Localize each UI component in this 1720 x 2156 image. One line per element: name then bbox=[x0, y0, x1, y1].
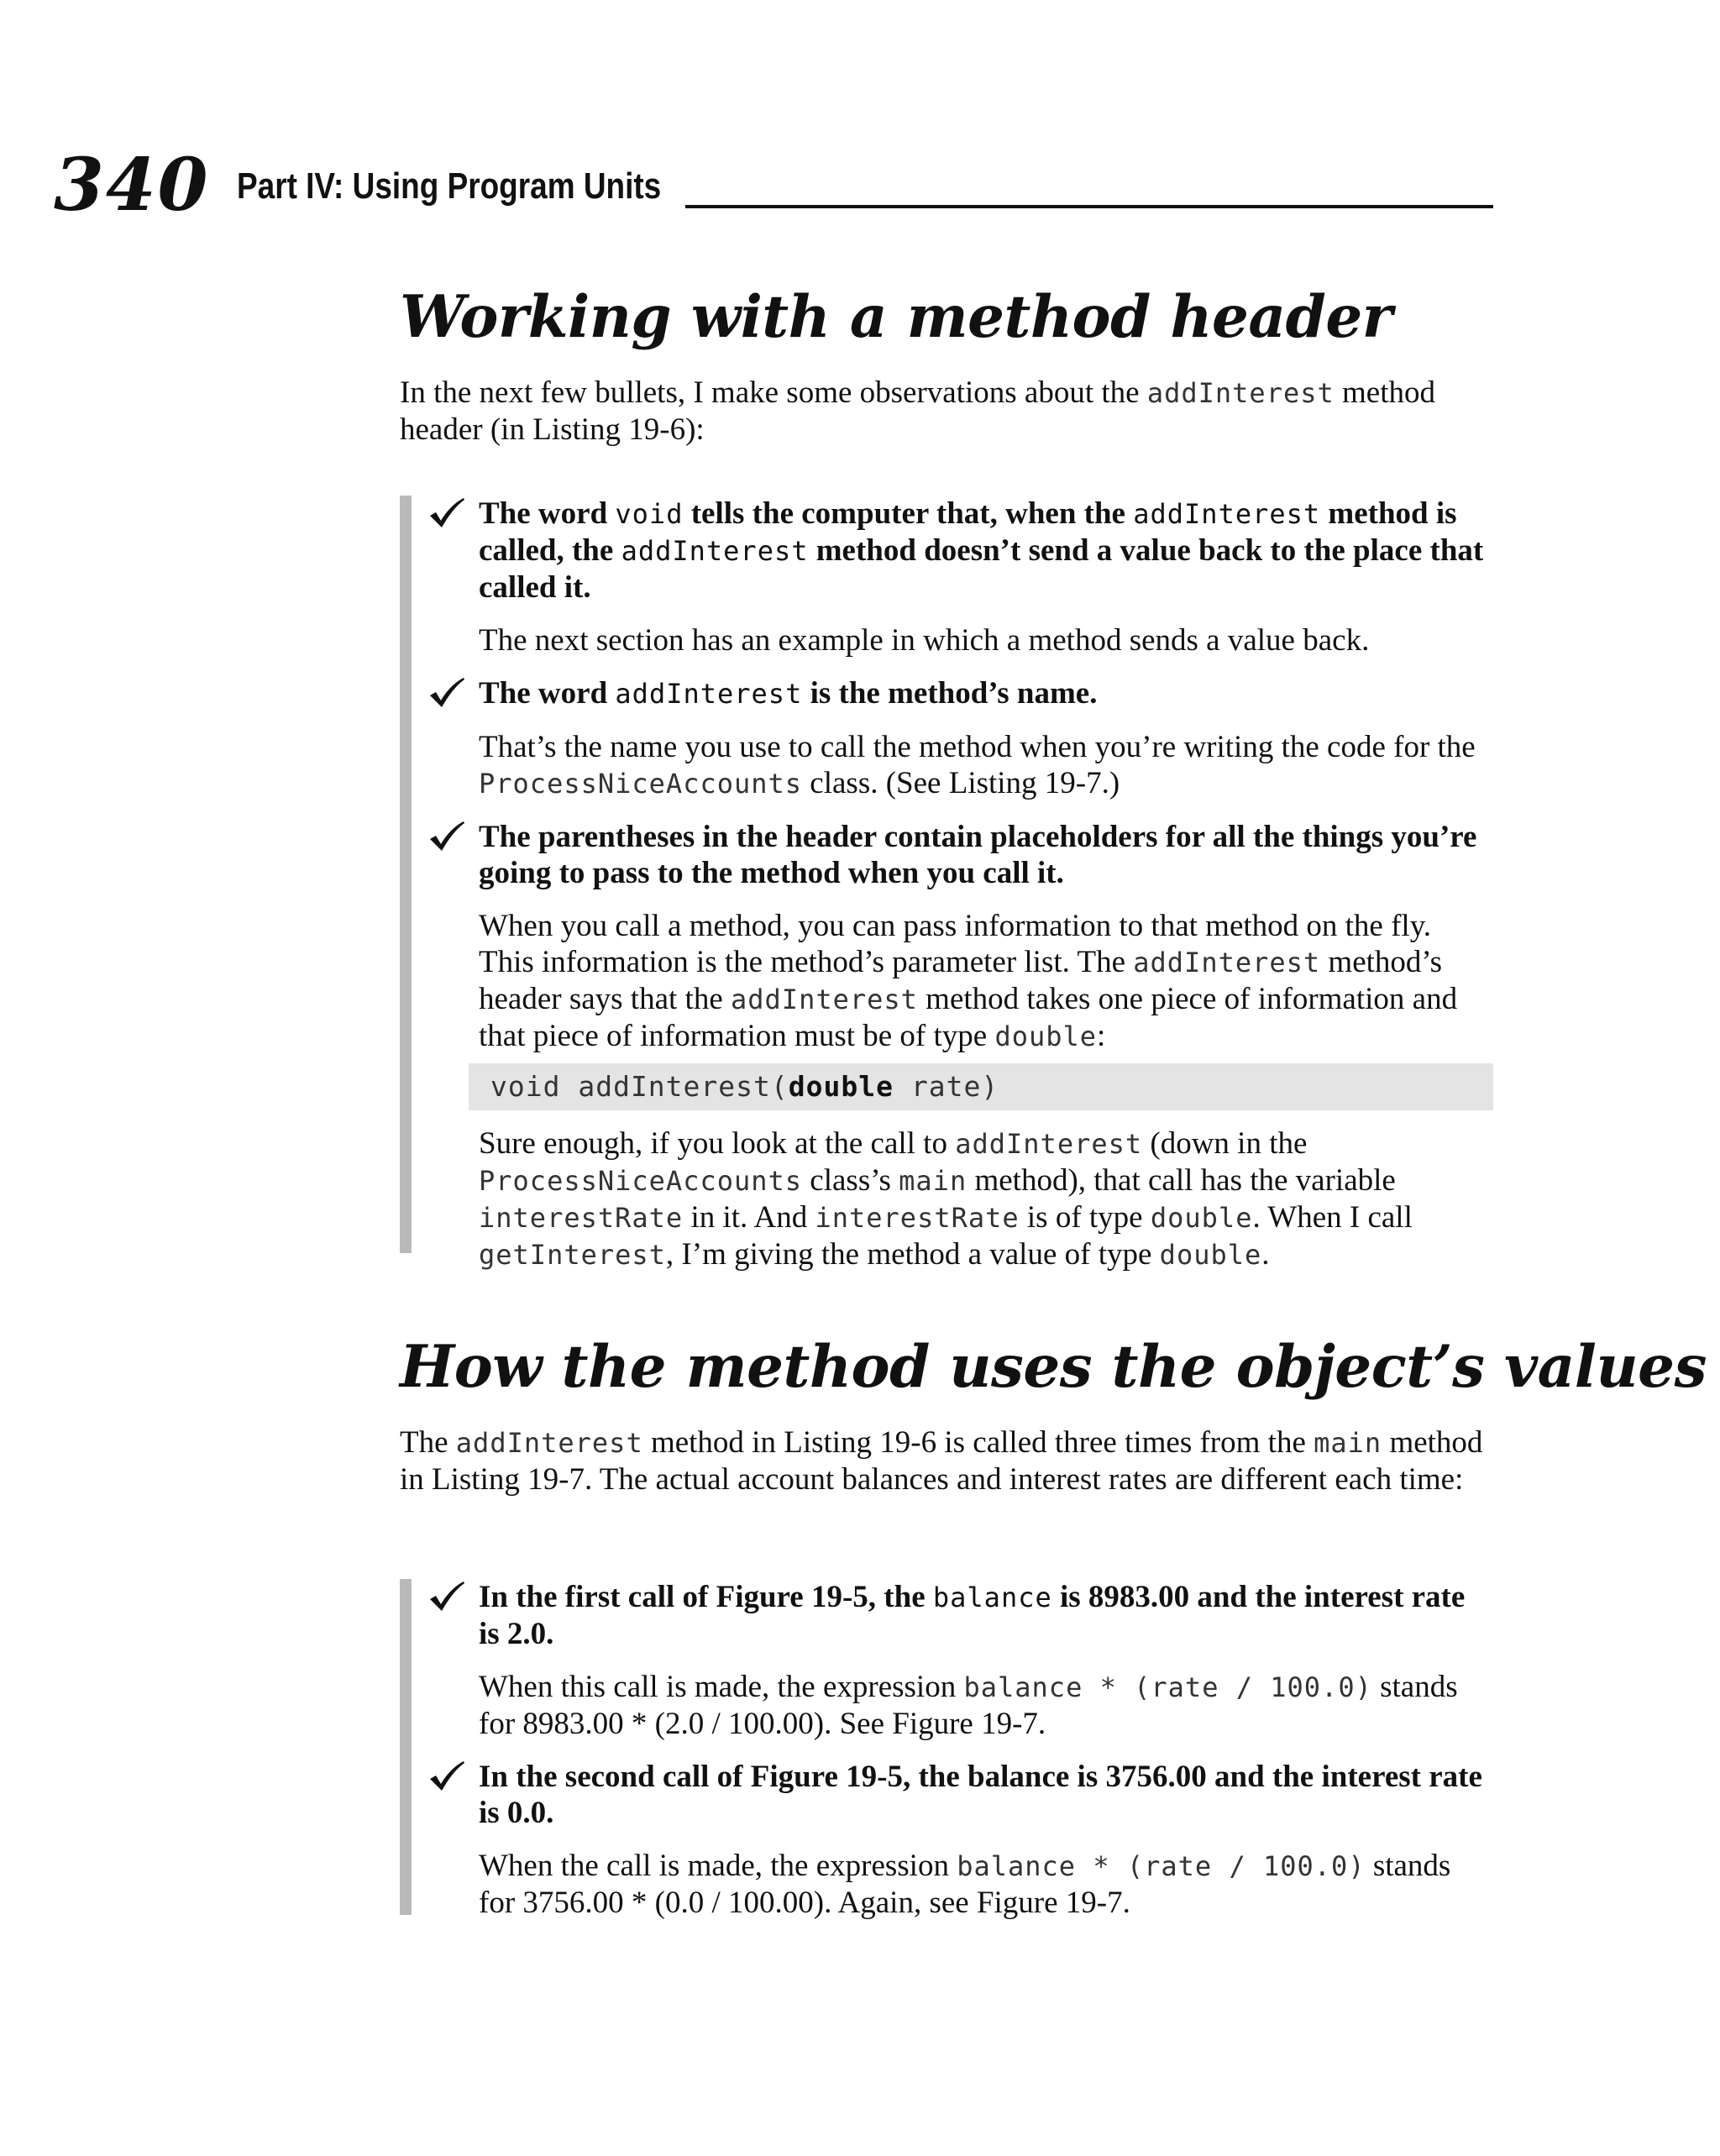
text-run: . bbox=[1261, 1237, 1270, 1272]
text-run: tells the computer that, when the bbox=[683, 496, 1134, 531]
text-run: In the first call of Figure 19-5, the bbox=[479, 1580, 933, 1614]
section-title: Working with a method header bbox=[400, 283, 1392, 351]
text-run: is of type bbox=[1019, 1200, 1151, 1235]
code-keyword: double bbox=[788, 1070, 894, 1103]
text-run: When the call is made, the expression bbox=[479, 1849, 957, 1883]
code-run: addInterest bbox=[621, 535, 809, 567]
list-item bbox=[479, 675, 1493, 802]
text-run: is the method’s name. bbox=[802, 676, 1098, 711]
text-run: class’s bbox=[802, 1163, 899, 1198]
list-item bbox=[479, 1579, 1493, 1742]
text-run: class. (See Listing 19-7.) bbox=[802, 766, 1120, 800]
text-run: Sure enough, if you look at the call to bbox=[479, 1126, 956, 1161]
code-run: main bbox=[1314, 1426, 1382, 1459]
list-item bbox=[479, 496, 1493, 658]
code-run: addInterest bbox=[955, 1128, 1143, 1160]
code-run: interestRate bbox=[815, 1202, 1020, 1234]
text-run: When this call is made, the expression bbox=[479, 1670, 964, 1704]
text-run: method), that call has the variable bbox=[967, 1163, 1396, 1198]
bullet-body bbox=[479, 729, 1493, 802]
text-run: method in Listing 19-6 is called three times from the bbox=[642, 1424, 1314, 1460]
code-run: double bbox=[1159, 1239, 1262, 1271]
running-header bbox=[54, 126, 1493, 227]
bullet-list bbox=[400, 496, 1493, 1272]
text-run: method’s header says that the bbox=[479, 945, 1443, 1016]
section-intro bbox=[400, 1424, 1493, 1498]
check-mark-icon bbox=[428, 1579, 465, 1613]
section-title: How the method uses the object’s values bbox=[400, 1333, 1707, 1401]
code-run: addInterest bbox=[731, 984, 918, 1015]
bullet-body bbox=[479, 908, 1493, 1055]
text-run: The word bbox=[479, 676, 616, 711]
text-run: In the next few bullets, I make some observations about the bbox=[400, 375, 1147, 410]
code-run: main bbox=[899, 1165, 968, 1197]
bullet-lead bbox=[479, 675, 1493, 712]
code-run: rate) bbox=[893, 1070, 999, 1103]
text-run: That’s the name you use to call the method when you’re writing the code for the bbox=[479, 730, 1476, 764]
code-run: ProcessNiceAccounts bbox=[479, 768, 803, 800]
text-run: When you call a method, you can pass information to that method on the fly. This information is the method’s parameter list. The bbox=[479, 909, 1432, 979]
bullet-lead: In the second call of Figure 19-5, the balance is 3756.00 and the interest rate is 0.0. bbox=[479, 1760, 1482, 1830]
bullet-body bbox=[479, 1848, 1493, 1921]
check-mark-icon bbox=[428, 819, 465, 852]
code-run: ProcessNiceAccounts bbox=[479, 1165, 803, 1197]
code-run: void addInterest( bbox=[490, 1070, 789, 1103]
part-title: Part IV: Using Program Units bbox=[237, 165, 662, 207]
code-run: addInterest bbox=[1146, 376, 1335, 409]
code-run: addInterest bbox=[1133, 498, 1321, 530]
list-item bbox=[479, 1759, 1493, 1921]
bullet-lead bbox=[479, 1579, 1493, 1652]
code-run: addInterest bbox=[615, 678, 803, 710]
code-run: getInterest bbox=[479, 1239, 666, 1271]
text-run: method in Listing 19-7. The actual account balances and interest rates are different each time: bbox=[400, 1424, 1483, 1497]
code-run: interestRate bbox=[479, 1202, 684, 1234]
text-run: , I’m giving the method a value of type bbox=[665, 1237, 1160, 1272]
text-run: The word bbox=[479, 496, 616, 531]
page-number: 340 bbox=[54, 143, 210, 228]
code-run: balance * (rate / 100.0) bbox=[957, 1850, 1366, 1882]
text-run: method takes one piece of information and that piece of information must be of type bbox=[479, 982, 1458, 1053]
bullet-body: The next section has an example in which a method sends a value back. bbox=[479, 623, 1370, 658]
code-run: double bbox=[994, 1020, 1098, 1052]
check-mark-icon bbox=[428, 496, 465, 529]
bullet-body bbox=[479, 1669, 1493, 1742]
check-mark-icon bbox=[428, 675, 465, 709]
text-run: . When I call bbox=[1252, 1200, 1413, 1235]
text-run: The bbox=[400, 1424, 456, 1460]
header-rule bbox=[685, 205, 1493, 208]
text-run: in it. And bbox=[683, 1200, 815, 1235]
bullet-lead bbox=[479, 496, 1493, 606]
text-run: method header (in Listing 19-6): bbox=[400, 375, 1435, 447]
bullet-body bbox=[479, 1125, 1493, 1273]
code-run: balance bbox=[932, 1582, 1052, 1613]
code-run: void bbox=[615, 498, 684, 530]
code-run: addInterest bbox=[1133, 947, 1321, 978]
code-run: double bbox=[1150, 1202, 1253, 1234]
code-block bbox=[469, 1063, 1493, 1110]
text-run: is 8983.00 and the interest rate is 2.0. bbox=[479, 1580, 1466, 1651]
section-1 bbox=[400, 283, 1493, 448]
text-run: method is called, the bbox=[479, 496, 1457, 568]
text-run: (down in the bbox=[1142, 1126, 1308, 1161]
list-item bbox=[479, 819, 1493, 1273]
check-mark-icon bbox=[428, 1759, 465, 1792]
text-run: : bbox=[1097, 1019, 1106, 1053]
section-2 bbox=[400, 1333, 1707, 1498]
code-run: addInterest bbox=[455, 1426, 643, 1459]
bullet-lead: The parentheses in the header contain placeholders for all the things you’re going to pass to the method when you call it. bbox=[479, 820, 1477, 890]
code-run: balance * (rate / 100.0) bbox=[963, 1671, 1372, 1703]
text-run: method doesn’t send a value back to the place that called it. bbox=[479, 533, 1484, 605]
bullet-list bbox=[400, 1579, 1493, 1920]
text-run: stands for 3756.00 * (0.0 / 100.00). Again, see Figure 19-7. bbox=[479, 1849, 1451, 1920]
text-run: stands for 8983.00 * (2.0 / 100.00). See Figure 19-7. bbox=[479, 1670, 1458, 1741]
section-intro bbox=[400, 375, 1493, 448]
